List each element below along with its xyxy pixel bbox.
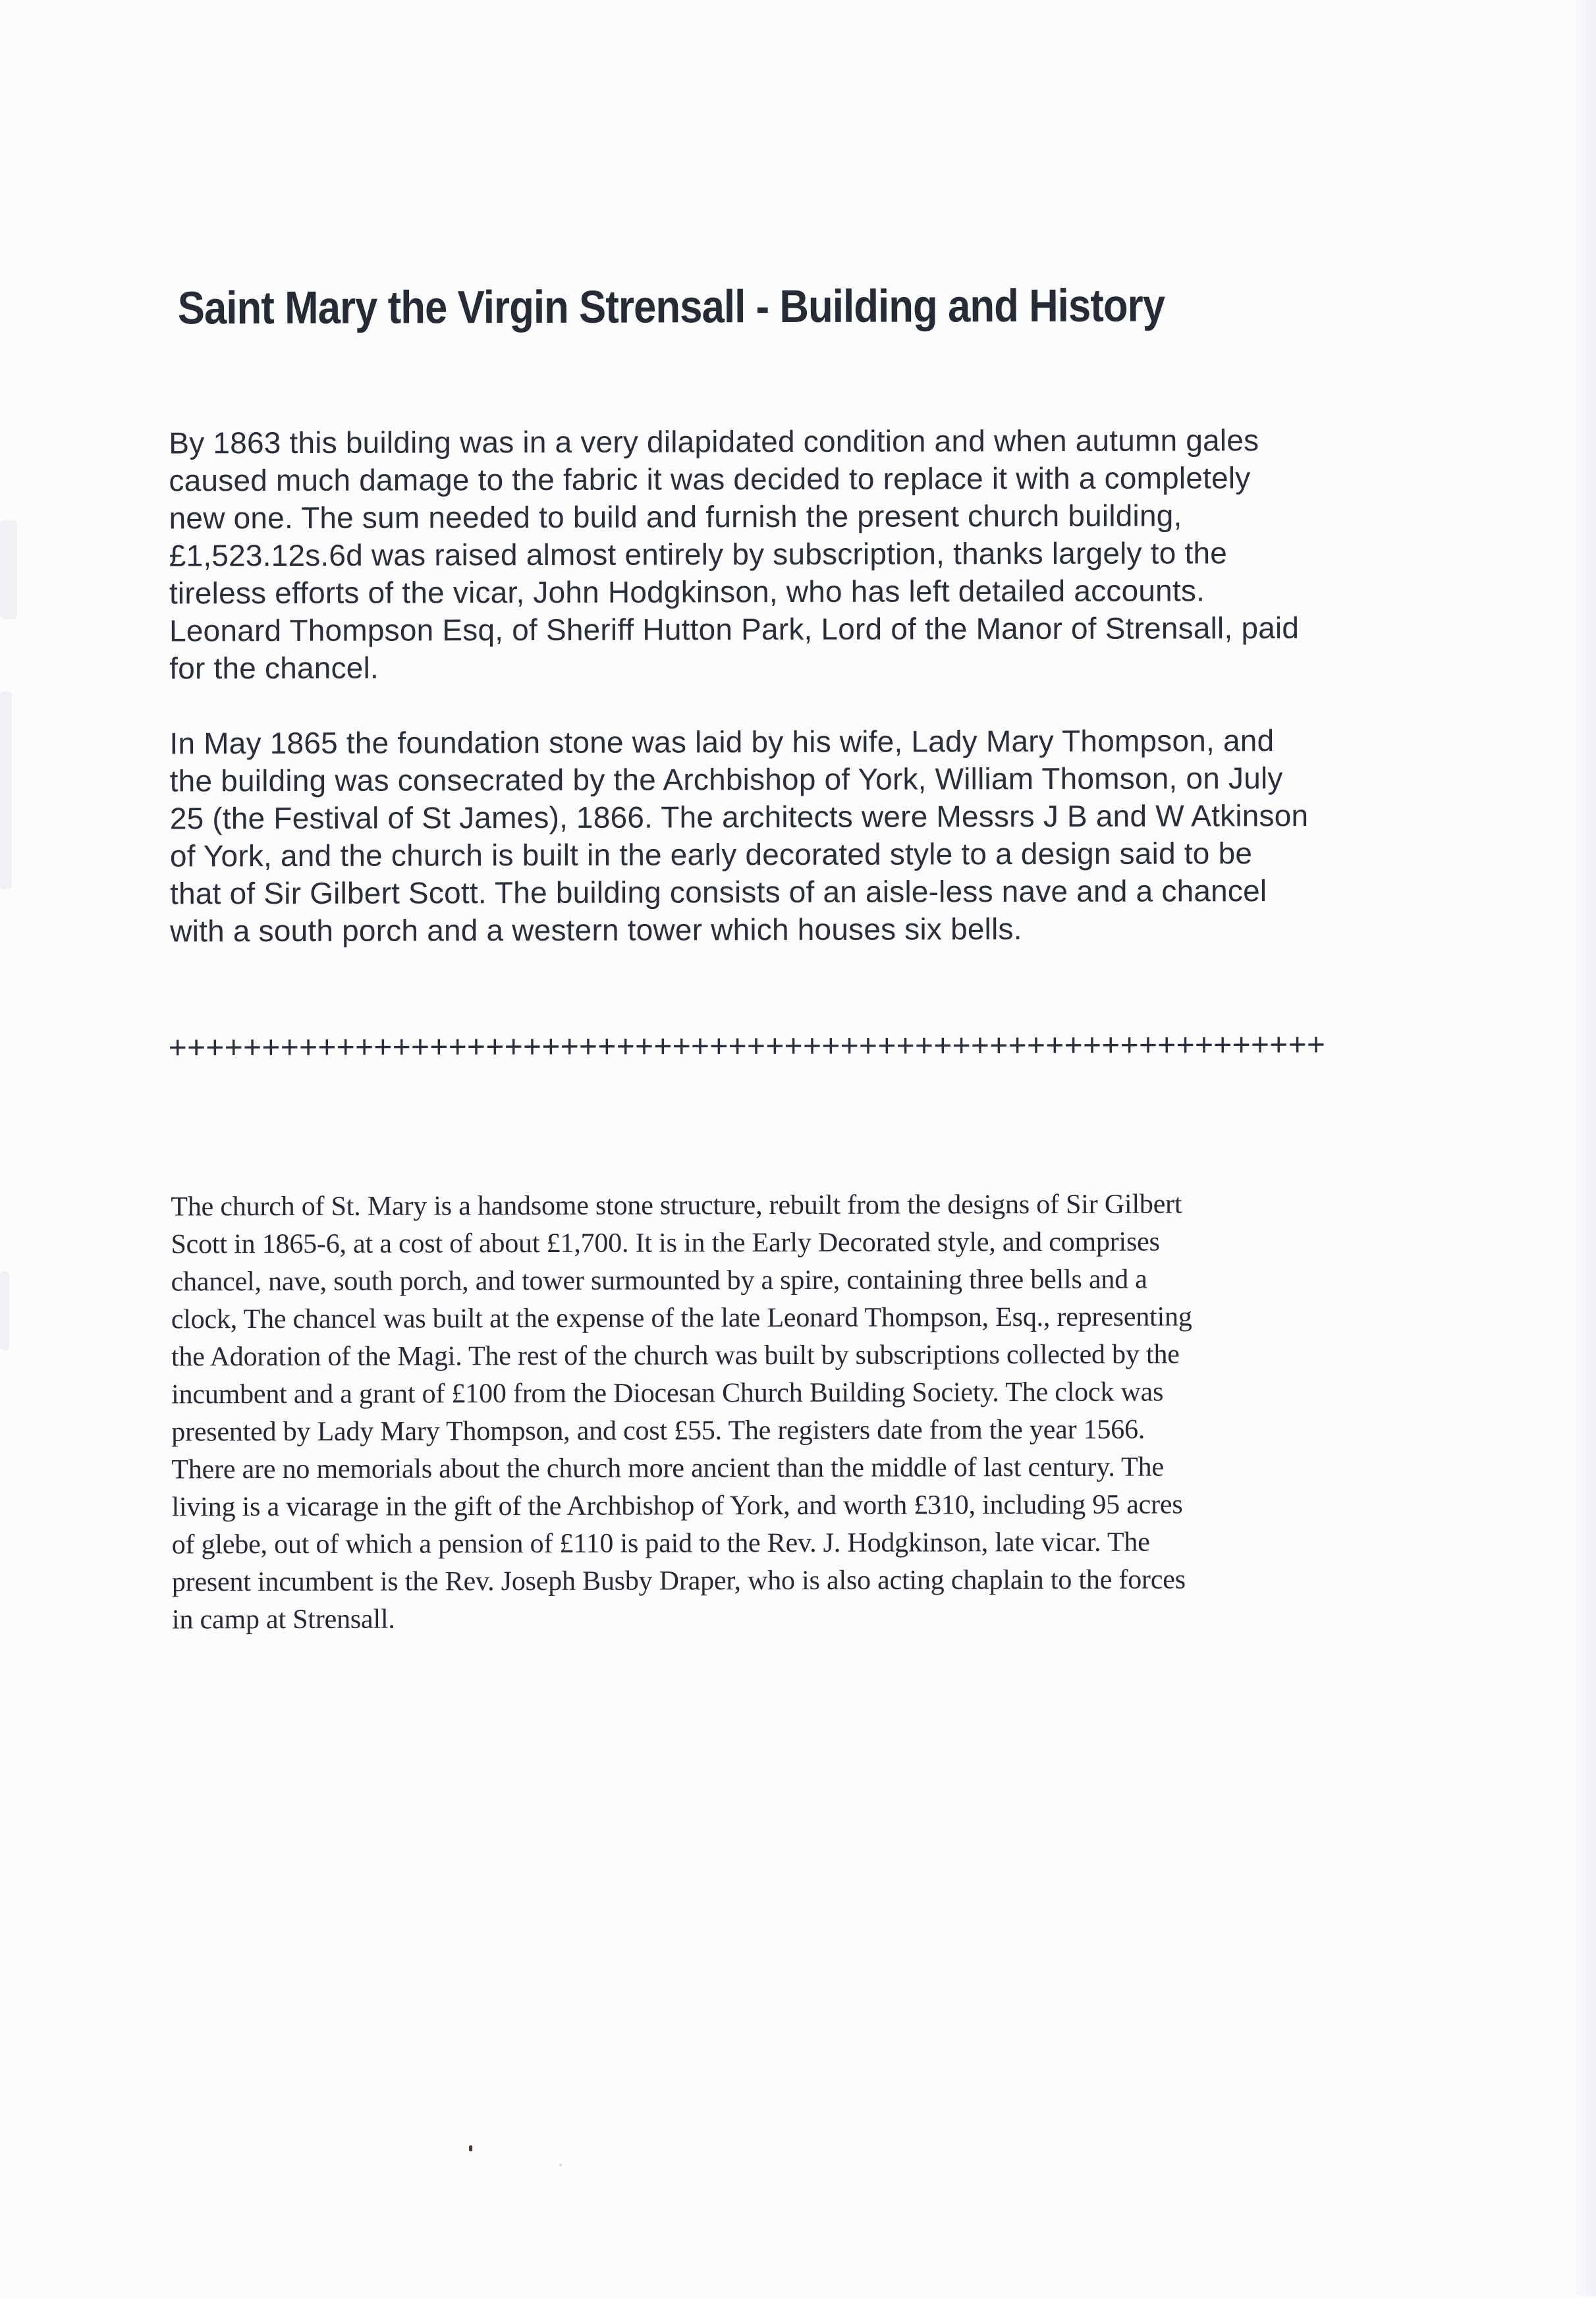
text-line: present incumbent is the Rev. Joseph Busby Draper, who is also acting chaplain to the forces <box>171 1564 1186 1598</box>
text-line: the Adoration of the Magi. The rest of the church was built by subscriptions collected by the <box>171 1339 1180 1373</box>
text-line: chancel, nave, south porch, and tower surmounted by a spire, containing three bells and a <box>171 1264 1147 1298</box>
paragraph-building-history-1 <box>169 421 1421 687</box>
text-line: incumbent and a grant of £100 from the Diocesan Church Building Society. The clock was <box>171 1377 1164 1410</box>
text-line: living is a vicarage in the gift of the Archbishop of York, and worth £310, including 95 acres <box>171 1489 1183 1523</box>
text-line: caused much damage to the fabric it was decided to replace it with a completely <box>169 460 1251 498</box>
text-line: in camp at Strensall. <box>171 1604 395 1635</box>
scan-speck <box>559 2164 562 2166</box>
text-line: new one. The sum needed to build and furnish the present church building, <box>169 498 1182 535</box>
text-line: By 1863 this building was in a very dilapidated condition and when autumn gales <box>169 423 1259 460</box>
text-line: Leonard Thompson Esq, of Sheriff Hutton Park, Lord of the Manor of Strensall, paid <box>169 610 1300 648</box>
paragraph-building-history-2 <box>169 721 1421 950</box>
text-line: that of Sir Gilbert Scott. The building consists of an aisle-less nave and a chancel <box>170 873 1267 911</box>
scan-speck <box>469 2145 472 2151</box>
text-line: 25 (the Festival of St James), 1866. The architects were Messrs J B and W Atkinson <box>169 798 1309 836</box>
text-line: There are no memorials about the church more ancient than the middle of last century. The <box>171 1452 1164 1485</box>
text-line: presented by Lady Mary Thompson, and cost £55. The registers date from the year 1566. <box>171 1414 1145 1448</box>
plus-sign-separator: ++++++++++++++++++++++++++++++++++++++++++++++++++++++++++++++ <box>168 1027 1326 1066</box>
text-line: with a south porch and a western tower which houses six bells. <box>170 912 1022 948</box>
text-line: clock, The chancel was built at the expense of the late Leonard Thompson, Esq., representing <box>171 1301 1192 1335</box>
text-line: tireless efforts of the vicar, John Hodgkinson, who has left detailed accounts. <box>169 573 1205 611</box>
text-line: The church of St. Mary is a handsome stone structure, rebuilt from the designs of Sir Gilbert <box>171 1189 1182 1222</box>
text-line: the building was consecrated by the Archbishop of York, William Thomson, on July <box>169 761 1283 798</box>
text-line: In May 1865 the foundation stone was laid by his wife, Lady Mary Thompson, and <box>169 723 1275 761</box>
text-line: for the chancel. <box>169 650 379 686</box>
text-line: of York, and the church is built in the early decorated style to a design said to be <box>169 836 1253 873</box>
paragraph-church-description <box>171 1185 1423 1639</box>
page-title: Saint Mary the Virgin Strensall - Building and History <box>177 279 1165 334</box>
text-line: £1,523.12s.6d was raised almost entirely by subscription, thanks largely to the <box>169 535 1228 573</box>
text-line: of glebe, out of which a pension of £110 is paid to the Rev. J. Hodgkinson, late vicar. The <box>171 1527 1150 1560</box>
text-line: Scott in 1865-6, at a cost of about £1,700. It is in the Early Decorated style, and comprises <box>171 1226 1160 1260</box>
